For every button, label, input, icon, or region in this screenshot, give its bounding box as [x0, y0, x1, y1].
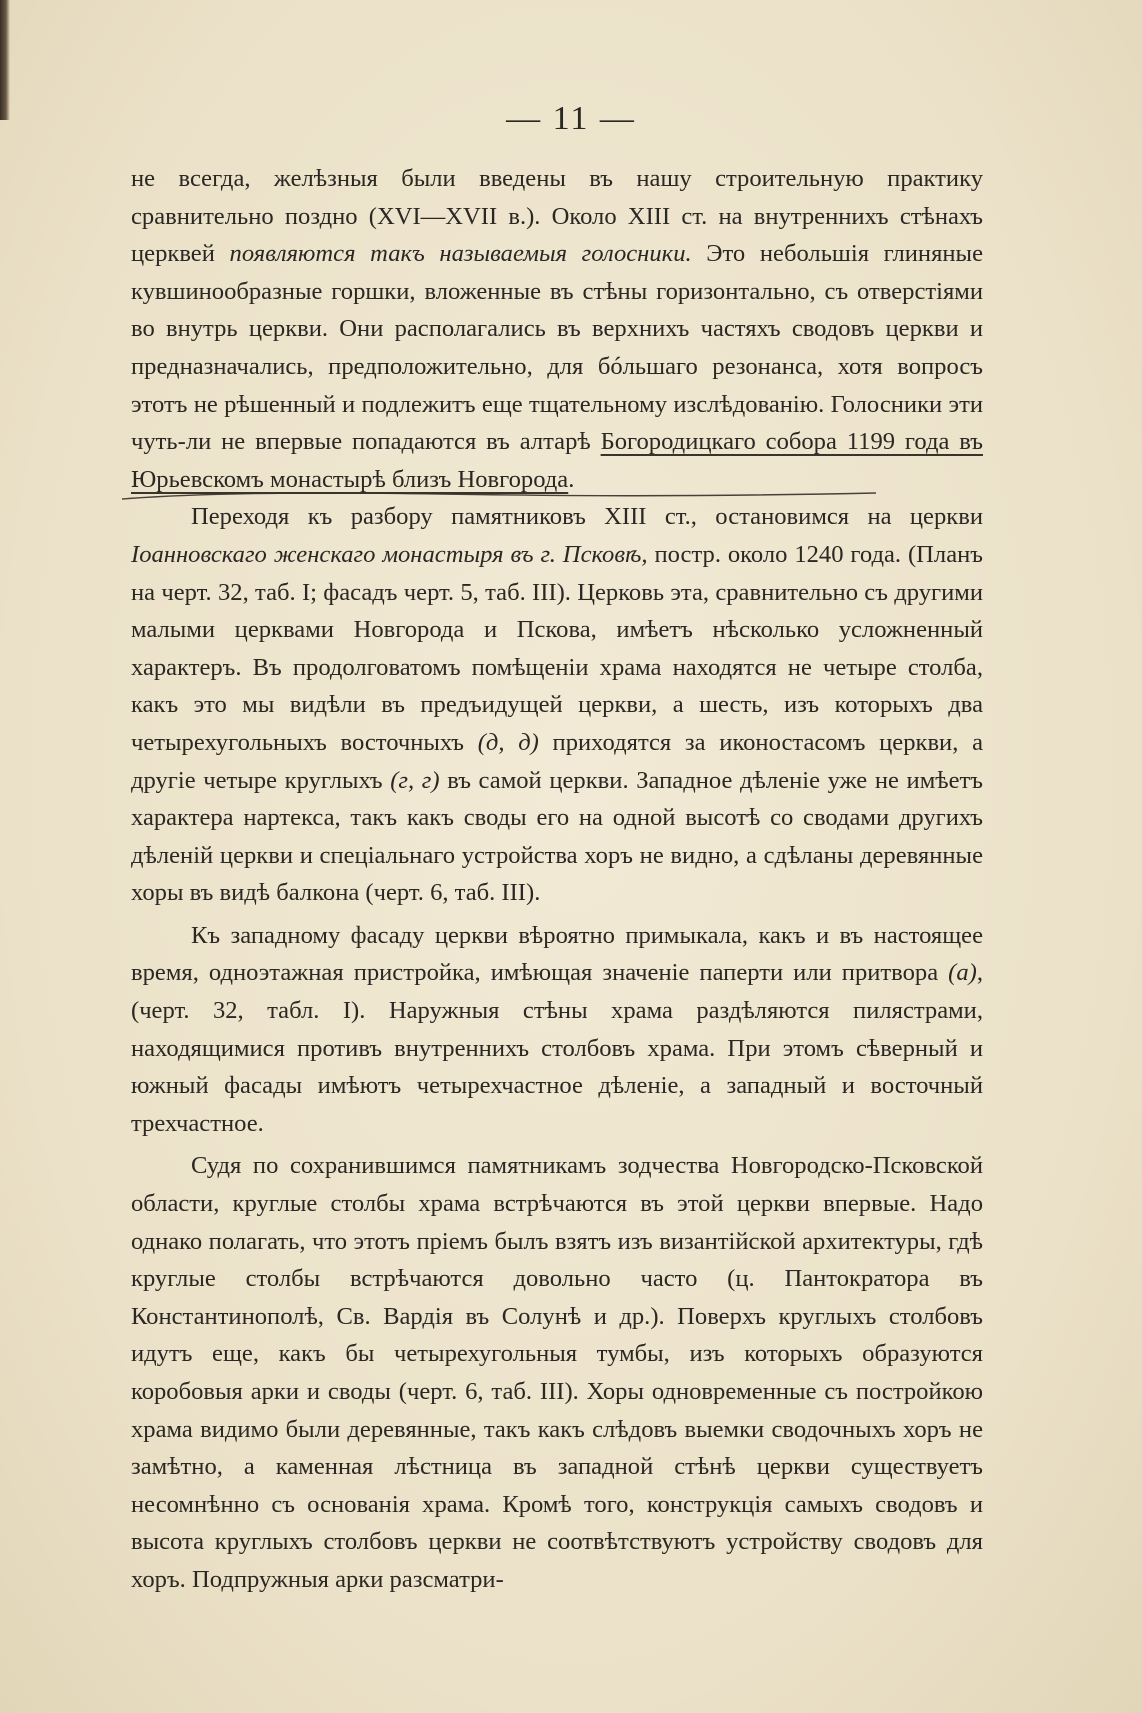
paragraph-2-text-g: въ самой церкви. Западное дѣленіе уже не имѣетъ характера нартекса, такъ какъ своды его на одной высотѣ со сводами другихъ дѣленій церкви и спеціальнаго устройства хоръ не видно, а сдѣланы деревянные хоры въ видѣ балкона (черт. 6, таб. III). — [131, 766, 983, 907]
paragraph-1-text-e: . — [568, 465, 575, 493]
paragraph-1-text-c: Это небольшія глиняные кувшинообразные горшки, вложенные въ стѣны горизонтально, съ отверстіями во внутрь церкви. Они располагались въ верхнихъ частяхъ сводовъ церкви и предназначались, предположительно, для бóльшаго резонанса, хотя вопросъ этотъ не рѣшенный и подлежитъ еще тщательному изслѣдованію. Голосники эти чуть-ли не впервые попадаются въ алтарѣ — [131, 240, 983, 456]
paragraph-1-underlined-phrase: Богородицкаго собора 1199 года въ Юрьевскомъ монастырѣ близъ Новгорода — [131, 428, 983, 493]
body-text — [131, 160, 983, 1599]
paragraph-3 — [131, 917, 983, 1143]
paragraph-2-label-g: (г, г) — [390, 766, 440, 794]
paragraph-3-text-a: Къ западному фасаду церкви вѣроятно примыкала, какъ и въ настоящее время, одноэтажная пристройка, имѣющая значеніе паперти или притвора — [131, 921, 983, 987]
paragraph-3-text-c: , (черт. 32, табл. I). Наружныя стѣны храма раздѣляются пилястрами, находящимися противъ внутреннихъ столбовъ храма. При этомъ сѣверный и южный фасады имѣютъ четырехчастное дѣленіе, а западный и восточный трехчастное. — [131, 959, 983, 1137]
paragraph-2-label-d: (д, д) — [477, 728, 539, 756]
paragraph-4: Судя по сохранившимся памятникамъ зодчества Новгородско-Псковской области, круглые столбы храма встрѣчаются въ этой церкви впервые. Надо однако полагать, что этотъ пріемъ былъ взятъ изъ византійской архитектуры, гдѣ круглые столбы встрѣчаются довольно часто (ц. Пантократора въ Константинополѣ, Св. Вардія въ Солунѣ и др.). Поверхъ круглыхъ столбовъ идутъ еще, какъ бы четырехугольныя тумбы, изъ которыхъ образуются коробовыя арки и своды (черт. 6, таб. III). Хоры одновременные съ постройкою храма видимо были деревянные, такъ какъ слѣдовъ выемки сводочныхъ хоръ не замѣтно, а каменная лѣстница въ западной стѣнѣ церкви существуетъ несомнѣнно съ основанія храма. Кромѣ того, конструкція самыхъ сводовъ и высота круглыхъ столбовъ церкви не соотвѣтствуютъ устройству сводовъ для хоръ. Подпружныя арки разсматри- — [131, 1152, 983, 1593]
paragraph-1 — [131, 160, 983, 498]
paragraph-1-text-a: не всегда, желѣзныя были введены въ нашу строительную практику сравнительно поздно (XVI—XVII в.). Около XIII ст. на внутреннихъ стѣнахъ церквей — [131, 165, 983, 268]
paragraph-3-label-a: (а) — [948, 959, 977, 987]
paragraph-1-italic-term: появляются такъ называемыя голосники. — [229, 240, 692, 268]
paragraph-2-text-e: приходятся за иконостасомъ церкви, а другіе четыре круглыхъ — [131, 728, 983, 794]
page-number: — 11 — — [506, 100, 636, 137]
paragraph-2-text-c: постр. около 1240 года. (Планъ на черт. 32, таб. I; фасадъ черт. 5, таб. III). Церковь эта, сравнительно съ другими малыми церквами Новгорода и Пскова, имѣетъ нѣсколько усложненный характеръ. Въ продолговатомъ помѣщеніи храма находятся не четыре столба, какъ это мы видѣли въ предъидущей церкви, а шесть, изъ которыхъ два четырехугольныхъ восточныхъ — [131, 540, 983, 756]
paragraph-2-text-a: Переходя къ разбору памятниковъ XIII ст., остановимся на церкви — [191, 503, 983, 531]
paragraph-2 — [131, 498, 983, 912]
paragraph-2-italic-church: Іоанновскаго женскаго монастыря въ г. Псковѣ, — [131, 540, 648, 568]
